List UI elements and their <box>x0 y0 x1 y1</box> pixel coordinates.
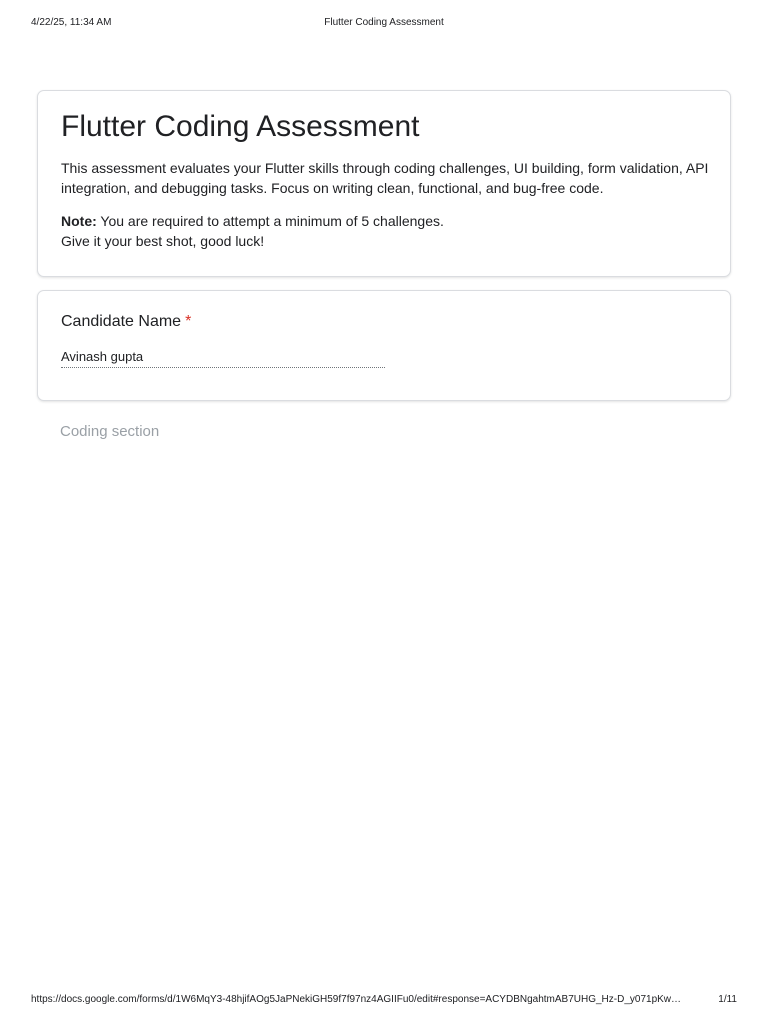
page-number: 1/11 <box>718 994 737 1005</box>
print-header <box>31 17 737 31</box>
question-label <box>61 313 191 331</box>
print-footer <box>31 994 737 1008</box>
form-note <box>61 211 709 251</box>
candidate-name-answer: Avinash gupta <box>61 348 385 368</box>
form-header-card <box>37 90 731 277</box>
candidate-name-question-card <box>37 290 731 401</box>
section-title: Coding section <box>60 423 160 440</box>
form-description: This assessment evaluates your Flutter skills through coding challenges, UI building, form validation, API integration, and debugging tasks. Focus on writing clean, functional, and bug-free code. <box>61 160 709 196</box>
print-document-title: Flutter Coding Assessment <box>324 17 444 28</box>
question-label-text: Candidate Name <box>61 313 182 330</box>
closing-line: Give it your best shot, good luck! <box>61 233 265 249</box>
print-datetime: 4/22/25, 11:34 AM <box>31 17 112 28</box>
required-marker: * <box>185 313 192 330</box>
note-text: You are required to attempt a minimum of 5 challenges. <box>96 213 444 229</box>
form-title: Flutter Coding Assessment <box>61 110 420 143</box>
note-label: Note: <box>61 213 97 229</box>
page-url: https://docs.google.com/forms/d/1W6MqY3-48hjifAOg5JaPNekiGH59f7f97nz4AGIIFu0/edit#response=ACYDBNgahtmAB7UHG_Hz-D_y071pKw… <box>31 994 682 1005</box>
